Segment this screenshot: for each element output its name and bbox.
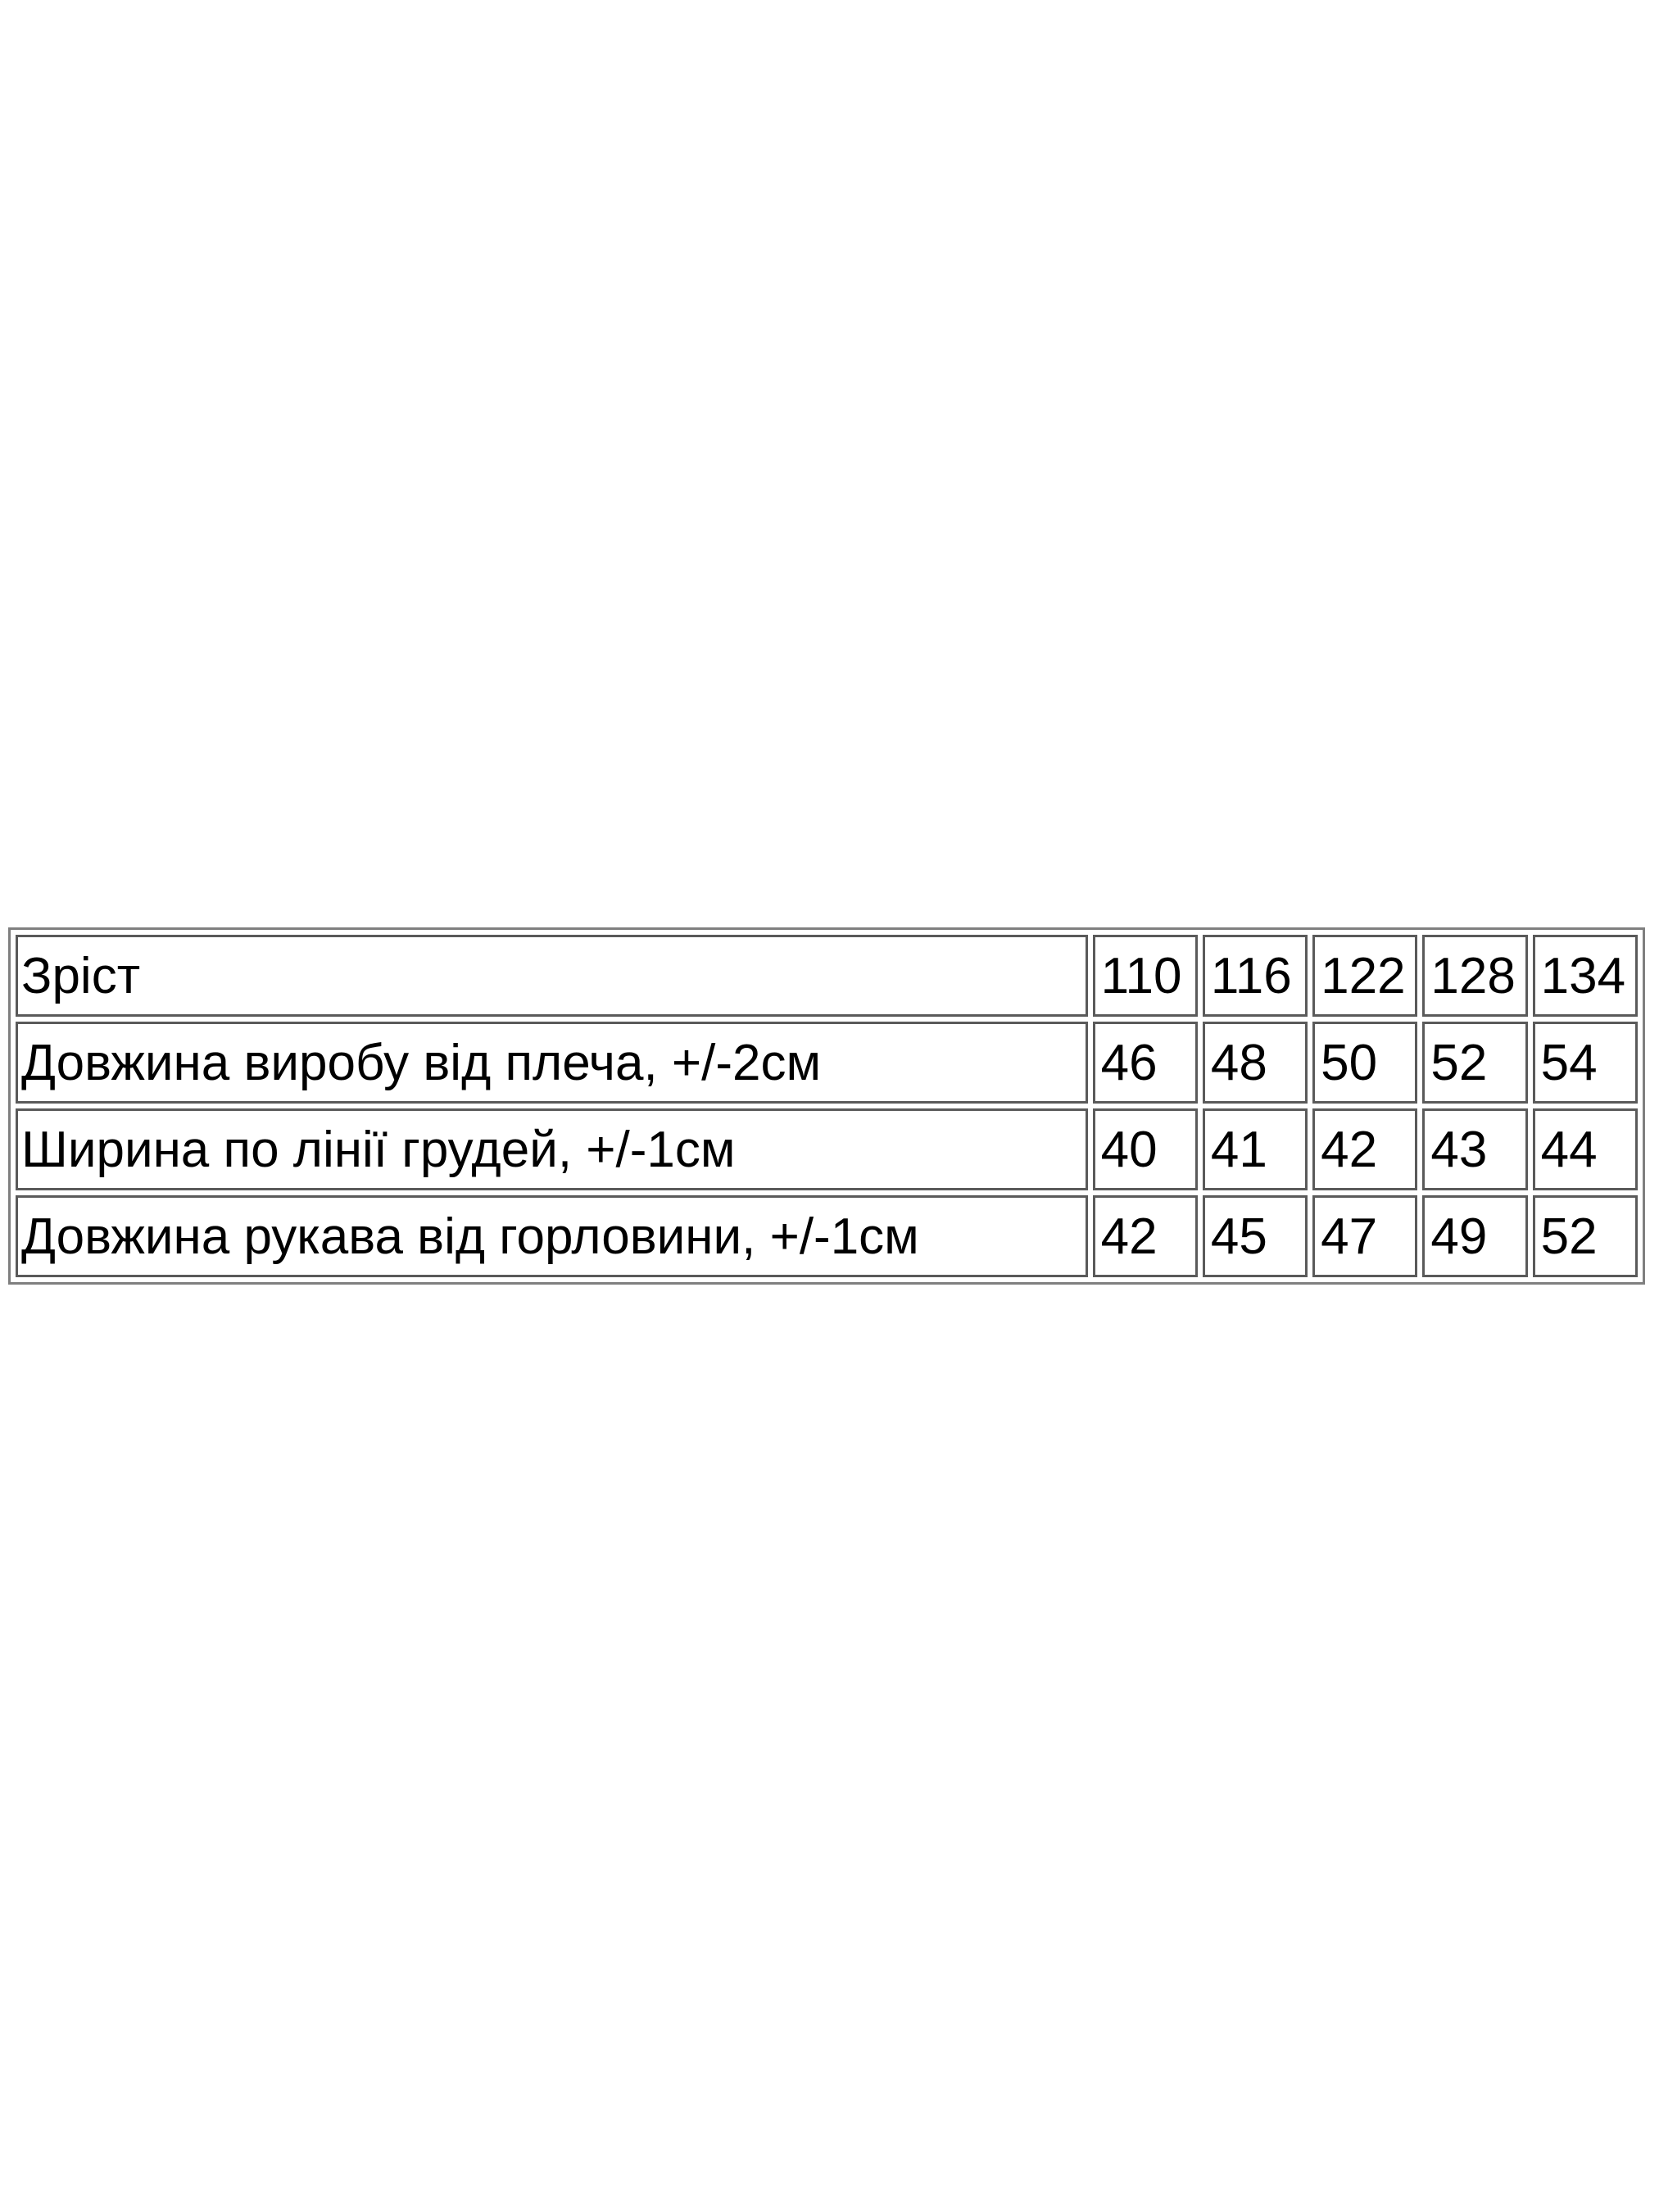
row-label-sleeve-length: Довжина рукава від горловини, +/-1см xyxy=(16,1195,1088,1277)
value-cell: 44 xyxy=(1533,1108,1638,1190)
size-chart-table xyxy=(8,927,1645,1285)
header-size-122: 122 xyxy=(1312,935,1417,1017)
table-row-product-length xyxy=(16,1022,1638,1104)
value-cell: 46 xyxy=(1093,1022,1198,1104)
value-cell: 45 xyxy=(1203,1195,1308,1277)
value-cell: 47 xyxy=(1312,1195,1417,1277)
header-row xyxy=(16,935,1638,1017)
row-label-product-length: Довжина виробу від плеча, +/-2см xyxy=(16,1022,1088,1104)
value-cell: 49 xyxy=(1422,1195,1527,1277)
value-cell: 41 xyxy=(1203,1108,1308,1190)
value-cell: 43 xyxy=(1422,1108,1527,1190)
table-row-sleeve-length xyxy=(16,1195,1638,1277)
value-cell: 52 xyxy=(1533,1195,1638,1277)
row-label-chest-width: Ширина по лінії грудей, +/-1см xyxy=(16,1108,1088,1190)
header-label-height: Зріст xyxy=(16,935,1088,1017)
header-size-116: 116 xyxy=(1203,935,1308,1017)
value-cell: 50 xyxy=(1312,1022,1417,1104)
table-row-chest-width xyxy=(16,1108,1638,1190)
value-cell: 52 xyxy=(1422,1022,1527,1104)
header-size-128: 128 xyxy=(1422,935,1527,1017)
value-cell: 42 xyxy=(1093,1195,1198,1277)
value-cell: 48 xyxy=(1203,1022,1308,1104)
header-size-110: 110 xyxy=(1093,935,1198,1017)
size-table xyxy=(8,927,1645,1285)
value-cell: 54 xyxy=(1533,1022,1638,1104)
header-size-134: 134 xyxy=(1533,935,1638,1017)
value-cell: 40 xyxy=(1093,1108,1198,1190)
value-cell: 42 xyxy=(1312,1108,1417,1190)
